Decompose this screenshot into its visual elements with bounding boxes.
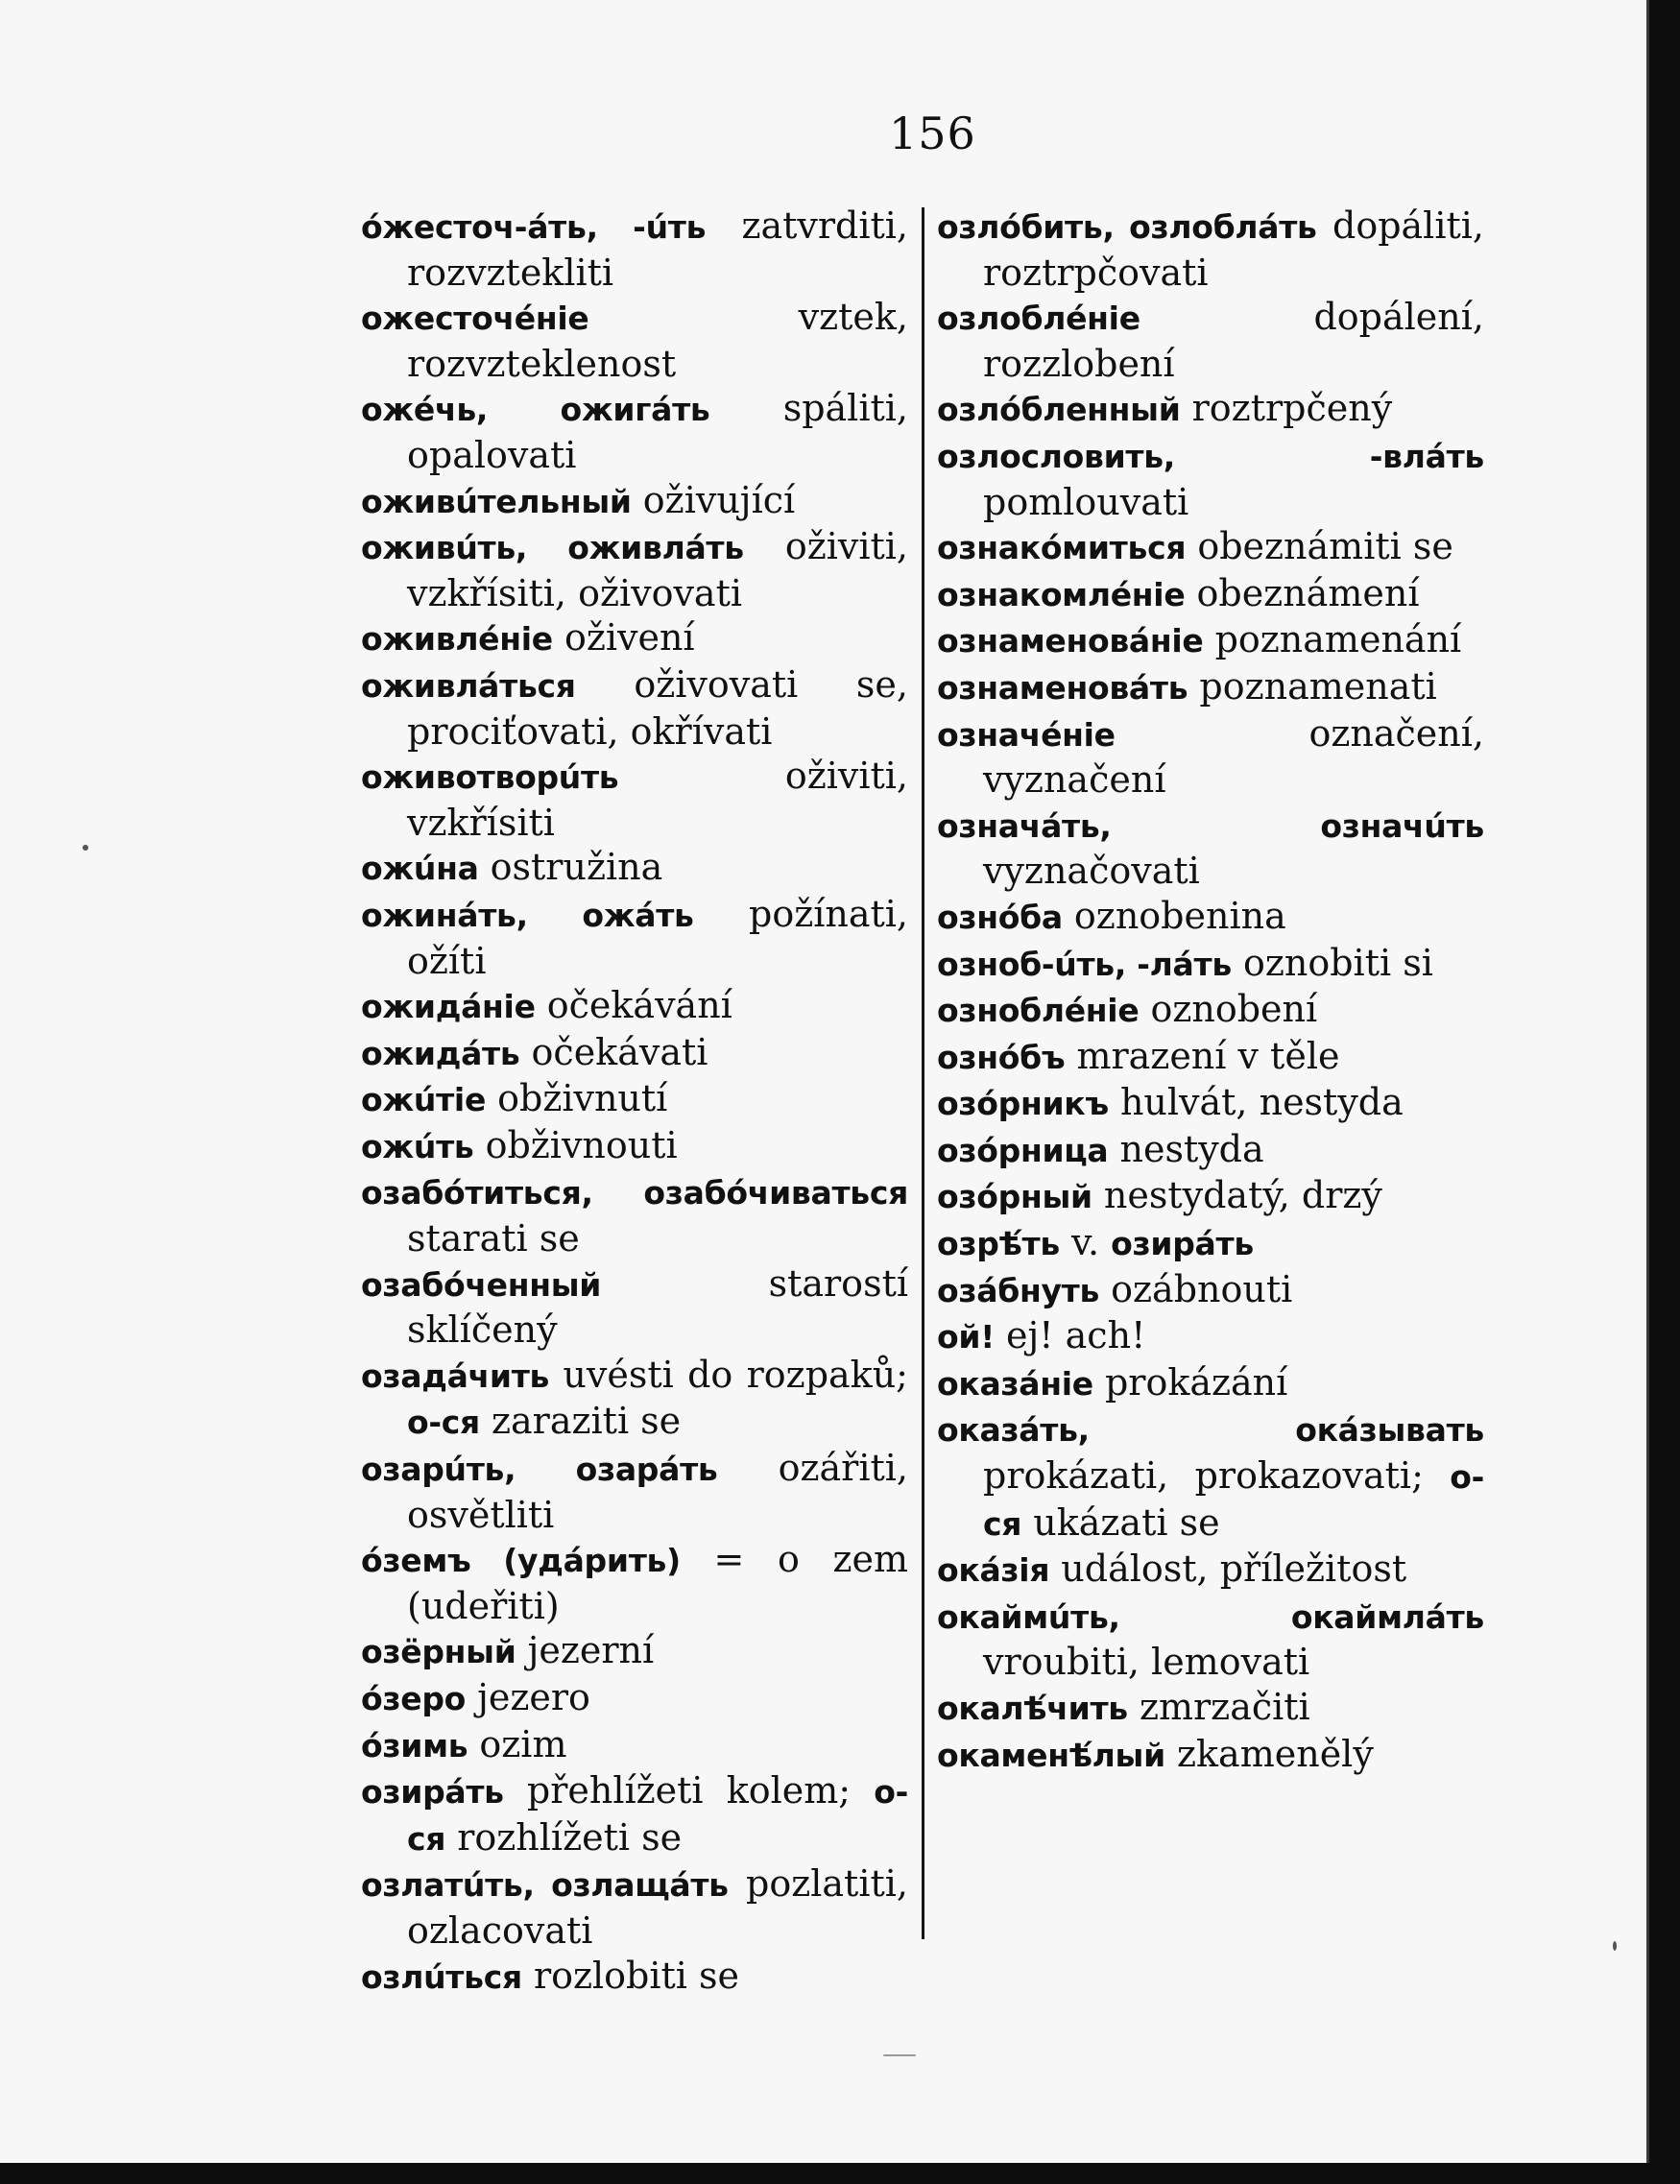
dictionary-entry [937, 1313, 1484, 1360]
entry-translation: ozim [468, 1722, 567, 1765]
entry-translation: prokázati, prokazovati; [983, 1454, 1451, 1498]
entry-headword: оживúть, оживлáть [361, 529, 744, 567]
entry-headword: оказáть, окáзывать [937, 1411, 1484, 1450]
entry-translation: uvésti do rozpaků; [549, 1353, 908, 1396]
entry-translation: oživující [631, 478, 796, 521]
entry-headword: означéнiе [937, 715, 1116, 754]
entry-translation: ostružina [478, 846, 663, 889]
entry-headword: ожидáнiе [361, 988, 536, 1026]
dictionary-entry [937, 1732, 1484, 1779]
entry-translation: oživiti, vzkřísiti [407, 755, 908, 844]
entry-headword: оживлáться [361, 666, 576, 705]
scan-border-right [1649, 0, 1680, 2184]
entry-headword: озабóченный [361, 1265, 602, 1304]
dictionary-entry [937, 894, 1484, 941]
entry-headword: озадáчить [361, 1356, 550, 1395]
dictionary-entry [937, 1267, 1484, 1314]
entry-translation: oznobiti si [1231, 941, 1433, 984]
dictionary-entry [937, 1127, 1484, 1174]
entry-headword: озирáть [1111, 1225, 1254, 1263]
entry-translation: zmrzačiti [1127, 1686, 1310, 1728]
entry-translation: zaraziti se [479, 1400, 682, 1443]
scan-border-bottom [0, 2163, 1680, 2184]
entry-translation: starati se [407, 1217, 580, 1260]
entry-translation: oživovati se, prociťovati, okřívati [407, 662, 908, 753]
entry-headword: озлословить, -влáть [937, 437, 1484, 475]
entry-headword: ознакóмиться [937, 529, 1187, 567]
dictionary-entry [361, 1954, 908, 2001]
dictionary-entry [937, 1360, 1484, 1407]
dictionary-entry [361, 295, 908, 386]
dictionary-entry [361, 1537, 908, 1628]
entry-headword: ознаменовáть [937, 668, 1188, 707]
entry-translation: obživnouti [473, 1123, 678, 1166]
entry-headword: ознакомлéнiе [937, 575, 1186, 613]
dictionary-entry [937, 617, 1484, 664]
entry-headword: означáть, означúть [937, 806, 1484, 845]
entry-translation: očekávání [535, 984, 732, 1027]
dictionary-entry [361, 754, 908, 845]
dictionary-entry [361, 1123, 908, 1170]
dictionary-entry [937, 1080, 1484, 1127]
entry-translation: obeznámení [1185, 571, 1420, 614]
dictionary-entry [361, 386, 908, 477]
entry-headword: озáбнуть [937, 1271, 1100, 1309]
entry-headword: оживúтельный [361, 482, 632, 520]
entry-headword: озлóбить, озлоблáть [937, 208, 1317, 246]
entry-translation: ej! ach! [994, 1314, 1146, 1357]
entry-translation: dopáliti, roztrpčovati [983, 204, 1484, 294]
entry-headword: озноблéнiе [937, 992, 1140, 1030]
dictionary-entry [937, 803, 1484, 894]
entry-headword: о-ся [983, 1458, 1484, 1543]
dictionary-entry [361, 524, 908, 615]
dictionary-entry [937, 295, 1484, 386]
dictionary-entry [361, 662, 908, 754]
entry-translation: dopálení, rozzlobení [983, 296, 1484, 385]
dictionary-entry [937, 524, 1484, 571]
entry-headword: ожинáть, ожáть [361, 896, 694, 934]
entry-translation: oznobení [1139, 988, 1318, 1031]
dictionary-entry [361, 478, 908, 525]
entry-translation: mrazení v těle [1065, 1034, 1340, 1077]
entry-headword: ознаменовáнiе [937, 622, 1204, 660]
dictionary-entry [361, 1030, 908, 1077]
dictionary-entry [361, 615, 908, 662]
entry-headword: óземъ (удáрить) [361, 1542, 681, 1580]
entry-translation: nestydatý, drzý [1092, 1174, 1382, 1217]
entry-headword: окаймúть, окаймлáть [937, 1597, 1484, 1636]
entry-translation: očekávati [519, 1030, 708, 1073]
dictionary-entry [937, 941, 1484, 988]
entry-headword: озлатúть, озлащáть [361, 1866, 729, 1905]
dictionary-entry [937, 1594, 1484, 1685]
dictionary-entry [361, 983, 908, 1030]
entry-translation: rozlobiti se [521, 1954, 740, 1997]
dictionary-entry [361, 845, 908, 892]
entry-headword: ознóба [937, 898, 1063, 936]
entry-translation: v. [1059, 1221, 1112, 1264]
entry-headword: óжесточ-áть, -úть [361, 208, 707, 246]
dictionary-entry [937, 987, 1484, 1034]
scan-speck [1613, 1941, 1617, 1951]
entry-translation: jezero [466, 1676, 590, 1718]
entry-translation: nestyda [1108, 1127, 1264, 1170]
dictionary-entry [937, 1547, 1484, 1594]
entry-headword: оказáнiе [937, 1364, 1093, 1403]
entry-headword: окаменѣ́лый [937, 1736, 1165, 1774]
entry-translation: pozlatiti, ozlacovati [407, 1862, 908, 1952]
dictionary-entry [361, 1628, 908, 1675]
entry-translation: označení, vyznačení [983, 711, 1484, 802]
dictionary-entry [361, 1861, 908, 1953]
entry-translation: zatvrditi, rozvztekliti [407, 204, 908, 294]
entry-translation: obživnutí [486, 1077, 668, 1120]
left-column [361, 204, 908, 2000]
entry-headword: озрѣ́ть [937, 1225, 1060, 1263]
entry-headword: ожéчь, ожигáть [361, 391, 710, 429]
entry-translation: oznobenina [1062, 894, 1286, 937]
dictionary-entry [361, 1675, 908, 1722]
entry-headword: озарúть, озарáть [361, 1451, 718, 1489]
entry-headword: озлóбленный [937, 391, 1181, 429]
entry-headword: ожидáть [361, 1034, 520, 1072]
entry-translation: požínati, ožíti [407, 892, 909, 982]
dictionary-entry [361, 1169, 908, 1260]
entry-translation: vroubiti, lemovati [983, 1641, 1310, 1684]
entry-translation: jezerní [516, 1629, 655, 1672]
dictionary-entry [937, 664, 1484, 711]
entry-headword: озлúться [361, 1957, 522, 1996]
entry-headword: озабóтиться, озабóчиваться [361, 1174, 908, 1212]
entry-translation: rozhlížeti se [445, 1815, 683, 1859]
entry-translation: zkamenělý [1164, 1732, 1374, 1775]
dictionary-entry [937, 433, 1484, 524]
entry-headword: ожúтiе [361, 1081, 487, 1119]
entry-headword: озлоблéнiе [937, 300, 1140, 338]
entry-headword: о-ся [407, 1404, 480, 1442]
entry-translation: oživiti, vzkřísiti, oživovati [407, 525, 908, 614]
entry-headword: озóрный [937, 1178, 1092, 1216]
entry-translation: oživení [552, 616, 695, 660]
entry-translation: ozářiti, osvětliti [407, 1447, 908, 1536]
entry-headword: окалѣ́чить [937, 1690, 1128, 1727]
dictionary-entry [361, 1353, 908, 1446]
entry-headword: ой! [937, 1318, 995, 1356]
entry-headword: озноб-úть, -лáть [937, 945, 1232, 983]
entry-translation: událost, příležitost [1049, 1548, 1407, 1591]
dictionary-entry [937, 386, 1484, 433]
entry-translation: obeznámiti se [1186, 525, 1453, 568]
entry-headword: ожúть [361, 1127, 474, 1165]
dictionary-entry [937, 1034, 1484, 1081]
column-divider [922, 207, 924, 1939]
dictionary-entry [937, 1220, 1484, 1267]
dictionary-entry [937, 1173, 1484, 1220]
entry-headword: óзимь [361, 1726, 468, 1764]
entry-translation: vyznačovati [983, 850, 1200, 893]
entry-translation: prokázání [1092, 1360, 1288, 1404]
dictionary-entry [937, 711, 1484, 803]
entry-translation: ozábnouti [1099, 1267, 1293, 1310]
entry-translation: ukázati se [1021, 1500, 1220, 1544]
entry-headword: оживотворúть [361, 758, 619, 797]
dictionary-entry [937, 204, 1484, 295]
entry-translation: poznamenati [1188, 664, 1437, 708]
entry-translation: pomlouvati [983, 480, 1189, 523]
entry-headword: озёрный [361, 1633, 516, 1671]
dictionary-entry [937, 1406, 1484, 1547]
entry-headword: озóрникъ [937, 1085, 1109, 1123]
entry-translation: přehlížeti kolem; [503, 1769, 875, 1812]
entry-headword: о-ся [407, 1773, 908, 1858]
entry-headword: окáзiя [937, 1551, 1050, 1590]
dictionary-entry [361, 1722, 908, 1769]
dictionary-entry [937, 1685, 1484, 1732]
entry-translation: roztrpčený [1180, 387, 1393, 430]
entry-headword: озóрница [937, 1131, 1109, 1169]
entry-headword: ожúна [361, 850, 479, 888]
scan-speck [83, 845, 88, 851]
page-number: 156 [889, 108, 976, 159]
entry-translation: starostí sklíčený [407, 1261, 908, 1352]
entry-translation: spáliti, opalovati [407, 387, 908, 476]
dictionary-entry [361, 1768, 908, 1861]
dictionary-entry [361, 204, 908, 295]
dictionary-entry [361, 892, 908, 983]
scan-speck [883, 2054, 916, 2056]
entry-translation: vztek, rozvzteklenost [407, 296, 908, 385]
entry-translation: poznamenání [1203, 618, 1462, 661]
dictionary-entry [937, 571, 1484, 618]
entry-headword: оживлéнiе [361, 620, 553, 659]
entry-headword: óзеро [361, 1680, 467, 1717]
dictionary-entry [361, 1076, 908, 1123]
dictionary-entry [361, 1446, 908, 1537]
entry-headword: ожесточéнiе [361, 300, 589, 338]
entry-headword: ознóбъ [937, 1038, 1066, 1076]
right-column [937, 204, 1484, 1778]
entry-headword: озирáть [361, 1773, 504, 1812]
entry-translation: hulvát, nestyda [1108, 1081, 1404, 1124]
entry-translation: = o zem (udeřiti) [407, 1538, 909, 1627]
dictionary-entry [361, 1261, 908, 1353]
